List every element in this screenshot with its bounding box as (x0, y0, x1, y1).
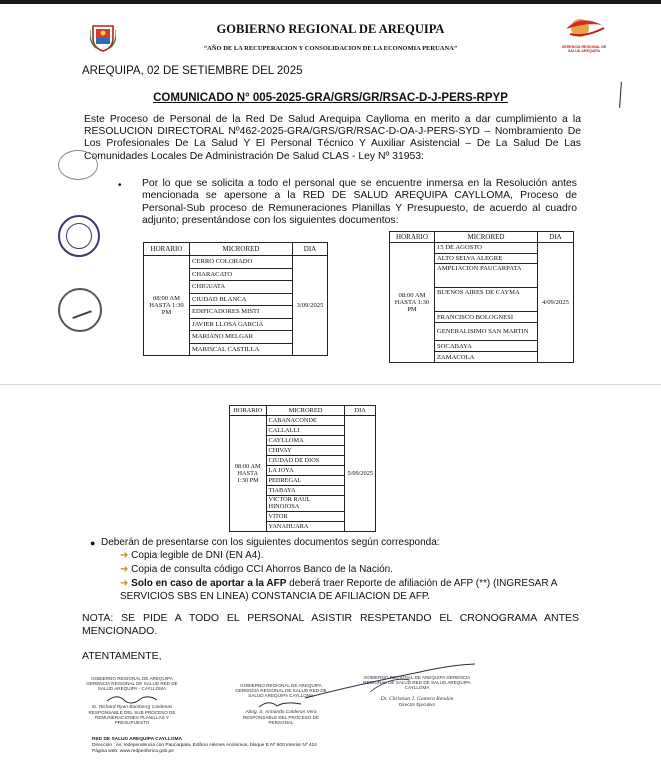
page-seam (0, 384, 661, 387)
document-item-dni (120, 550, 263, 561)
microred-cell: BUENOS AIRES DE CAYMA (435, 288, 538, 312)
microred-cell: CAYLLOMA (266, 436, 345, 446)
microred-cell: CHIGUATA (190, 281, 293, 294)
col-header-microred: MICRORED (266, 406, 345, 416)
table-header-row (230, 406, 376, 416)
microred-cell: TIABAYA (266, 486, 345, 496)
col-header-dia: DIA (345, 406, 376, 416)
microred-cell: MARISCAL CASTILLA (190, 343, 293, 356)
microred-cell: CHARACATO (190, 268, 293, 281)
bullet-paragraph: Por lo que se solicita a todo el personal que se encuentre inmersa en la Resolución antes mencionada se apersone a la RED DE SALUD AREQUIPA CAYLLOMA, Proceso de Personal-Sub proceso de Remuneraciones Planillas Y Presupuesto, de acuerdo al cuadro adjunto; presentándose con los siguientes documentos: (142, 178, 577, 226)
region-logo-icon (558, 16, 610, 53)
microred-cell: JAVIER LLOSA GARCIA (190, 318, 293, 331)
microred-cell: GENERALISIMO SAN MARTIN (435, 323, 538, 341)
microred-cell: LA JOYA (266, 466, 345, 476)
footer-address: Dirección : Av. Independencia con Paucarpata, Edificio Héroes Anónimos, bloque E Nº 600 Interior Nº 424 (92, 743, 317, 748)
microred-cell: CIUDAD BLANCA (190, 293, 293, 306)
microred-cell: AMPLIACION PAUCARPATA (435, 264, 538, 288)
header-title: GOBIERNO REGIONAL DE AREQUIPA (216, 22, 445, 36)
microred-cell: CABANACONDE (266, 416, 345, 426)
signature-role: Director Ejecutivo (399, 701, 435, 707)
schedule-table-2 (389, 231, 574, 363)
signature-role: RESPONSABLE DEL PROCESO DE PERSONAL (242, 715, 320, 726)
footer-org: RED DE SALUD AREQUIPA CAYLLOMA (92, 737, 182, 742)
stamp-seal-icon (58, 150, 98, 180)
handwritten-signature-icon (102, 692, 162, 704)
signature-org: GOBIERNO REGIONAL DE AREQUIPA GERENCIA REGIONAL DE SALUD RED DE SALUD AREQUIPA CAYLLOMA (363, 675, 471, 691)
intro-paragraph: Este Proceso de Personal de la Red De Salud Arequipa Caylloma en merito a dar cumplimiento a la RESOLUCION DIRECTORAL Nº462-2025-GRA/GRS/GR/RSAC-D-OA-J-PERS-SYD – Nombramiento De Los Profesionales De La Salud Y El Personal Técnico Y Auxiliar Asistencial – De La Salud De Las Comunidades Locales De Administración De Salud CLAS - Ley Nº 31953: (84, 114, 581, 162)
col-header-horario: HORARIO (144, 243, 190, 256)
stamp-seal-icon (58, 288, 102, 332)
table-row (390, 243, 574, 254)
top-border (0, 0, 661, 4)
schedule-table-3 (229, 405, 376, 532)
signature-name: Dr. Christian J. Gamero Rendón (380, 695, 454, 702)
arrow-bullet-icon: ➜ (120, 564, 129, 575)
microred-cell: YANAHUARA (266, 522, 345, 532)
closing-text: ATENTAMENTE, (82, 650, 162, 662)
table-header-row (144, 243, 328, 256)
footer-web: Página web: www.redperiferica.gob.pe (92, 749, 174, 754)
signature-block-1 (82, 676, 182, 726)
microred-cell: CERRO COLORADO (190, 256, 293, 269)
arrow-bullet-icon: ➜ (120, 550, 129, 561)
document-item-afp (120, 577, 580, 603)
signature-role: RESPONSABLE DEL SUB PROCESO DE REMUNERACIONES PLANILLAS Y PRESUPUESTO (88, 710, 176, 726)
arrow-bullet-icon: ➜ (120, 578, 129, 589)
horario-cell: 08:00 AM HASTA 1:30 PM (390, 243, 435, 363)
col-header-microred: MICRORED (435, 232, 538, 243)
signature-org: GOBIERNO REGIONAL DE AREQUIPA GERENCIA REGIONAL DE SALUD RED DE SALUD AREQUIPA - CAYLLOMA (86, 676, 178, 692)
microred-cell: CALLALLI (266, 426, 345, 436)
signature-name: Abog. S. Armando Calderon Vera (245, 709, 317, 715)
microred-cell: FRANCISCO BOLOGNESI (435, 312, 538, 323)
dia-cell: 4/09/2025 (538, 243, 574, 363)
microred-cell: CIUDAD DE DIOS (266, 456, 345, 466)
document-item-text: Copia de consulta código CCI Ahorros Banco de la Nación. (131, 564, 393, 575)
microred-cell: ALTO SELVA ALEGRE (435, 253, 538, 264)
bullet-icon: • (118, 180, 122, 191)
col-header-dia: DIA (293, 243, 328, 256)
signature-name: Sr. Richard Ryan Bamberrg Cárdenas (91, 704, 173, 710)
dia-cell: 3/09/2025 (293, 256, 328, 356)
table-row (230, 416, 376, 426)
document-item-text: Copia legible de DNI (EN A4). (131, 550, 264, 561)
microred-cell: VITOR (266, 512, 345, 522)
bullet-icon: ● (90, 538, 96, 548)
nota-paragraph: NOTA: SE PIDE A TODO EL PERSONAL ASISTIR RESPETANDO EL CRONOGRAMA ANTES MENCIONADO. (82, 612, 579, 637)
pen-mark (619, 82, 627, 108)
microred-cell: CHIVAY (266, 446, 345, 456)
header-subtitle: “AÑO DE LA RECUPERACION Y CONSOLIDACION DE LA ECONOMIA PERUANA” (203, 45, 458, 52)
microred-cell: SOCABAYA (435, 341, 538, 352)
horario-cell: 08:00 AM HASTA 1:30 PM (230, 416, 267, 532)
horario-cell: 08:00 AM HASTA 1:30 PM (144, 256, 190, 356)
microred-cell: MARIANO MELGAR (190, 331, 293, 344)
region-logo-text: GERENCIA REGIONAL DE SALUD AREQUIPA (561, 45, 607, 53)
document-item-bold: Solo en caso de aportar a la AFP (131, 578, 287, 589)
document-item-text: deberá traer Reporte de afiliación de AFP (**) (INGRESAR A SERVICIOS SBS EN LINEA) CONSTANCIA DE AFILIACION DE AFP. (120, 578, 557, 602)
microred-cell: 15 DE AGOSTO (435, 243, 538, 254)
table-row (144, 256, 328, 269)
signature-block-3 (362, 675, 472, 707)
microred-cell: EDIFICADORES MISTI (190, 306, 293, 319)
document-item-cci (120, 564, 393, 575)
documents-intro: Deberán de presentarse con los siguientes documentos según corresponda: (101, 537, 440, 548)
document-subject: COMUNICADO N° 005-2025-GRA/GRS/GR/RSAC-D-J-PERS-RPYP (153, 92, 508, 104)
col-header-horario: HORARIO (230, 406, 267, 416)
signature-org: GOBIERNO REGIONAL DE AREQUIPA GERENCIA REGIONAL DE SALUD RED DE SALUD AREQUIPA CAYLLOMA (235, 683, 327, 699)
table-header-row (390, 232, 574, 243)
col-header-horario: HORARIO (390, 232, 435, 243)
col-header-microred: MICRORED (190, 243, 293, 256)
dia-cell: 5/09/2025 (345, 416, 376, 532)
document-date: AREQUIPA, 02 DE SETIEMBRE DEL 2025 (82, 65, 303, 77)
microred-cell: VICTOR RAUL HINOJOSA (266, 496, 345, 512)
microred-cell: ZAMACOLA (435, 352, 538, 363)
col-header-dia: DIA (538, 232, 574, 243)
microred-cell: PEDREGAL (266, 476, 345, 486)
schedule-table-1 (143, 242, 328, 356)
stamp-seal-icon (58, 215, 100, 257)
footer (92, 737, 317, 755)
